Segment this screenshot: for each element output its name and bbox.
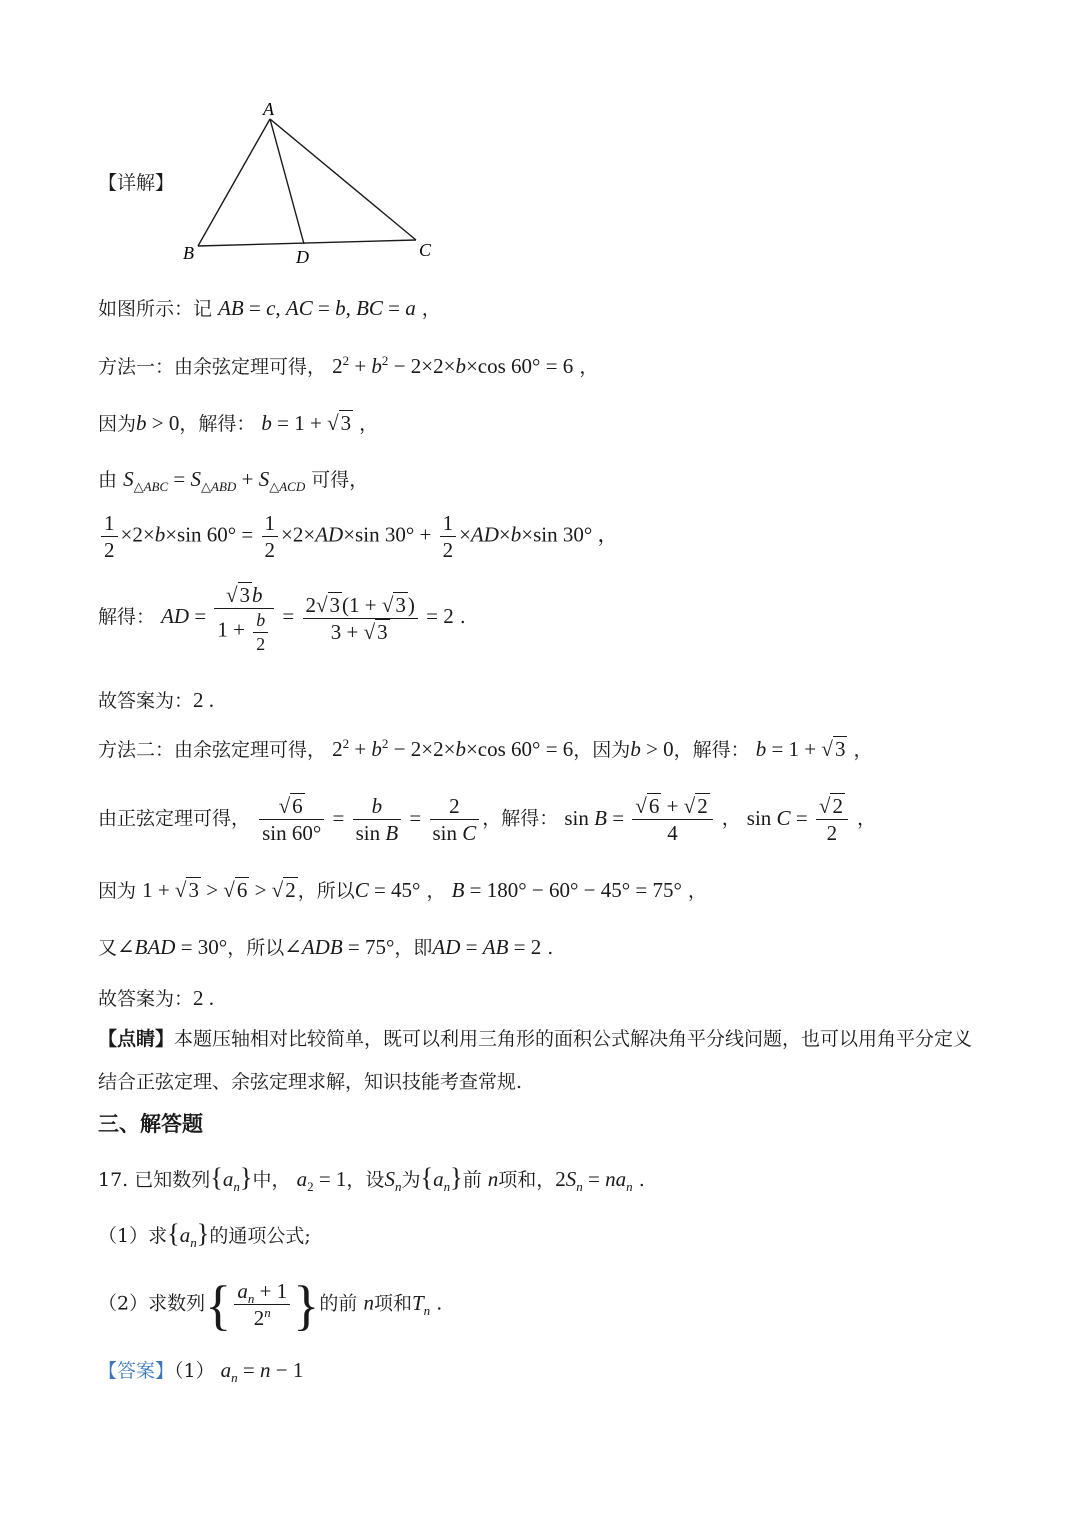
side-ac	[270, 119, 416, 240]
vertex-c-label: C	[419, 240, 432, 260]
answer1-line: 故答案为：2 .	[98, 688, 215, 712]
intro-line: 如图所示：记 AB = c, AC = b, BC = a ，	[98, 296, 441, 320]
answer-line: 【答案】（1） $a_n = n - 1$	[98, 1358, 304, 1386]
vertex-d-label: D	[296, 247, 309, 267]
area-line: 由 $S_{\triangle ABC} = S_{\triangle ABD} + S_{\triangle ACD}$ 可得，	[98, 467, 369, 495]
segment-ad	[270, 119, 304, 244]
sine-rule-line: 由正弦定理可得， $\frac{√6}{\sin 60^\circ}$ = $\frac{b}{\text{sin B}}$ = $\frac{2}{\text{sin C}}$ ，解得： sin B = $\frac{√6 + √2}{4}$ ， sin C = $\frac{√2}{2}$ ，	[98, 794, 876, 846]
side-bc	[198, 240, 416, 246]
dianjing-line-2: 结合正弦定理、余弦定理求解，知识技能考查常规.	[98, 1071, 523, 1093]
vertex-a-label: A	[263, 99, 274, 119]
angle-compare-line: 因为 1 + √3 > √6 > √2 ，所以C = 45° ， B = 180° − 60° − 45° = 75° ，	[98, 878, 707, 902]
vertex-b-label: B	[183, 243, 194, 263]
triangle-figure	[170, 95, 450, 270]
question-17-part-1: （1）求$\{a_n\}$的通项公式;	[98, 1219, 311, 1251]
dianjing-label: 【点睛】	[98, 1028, 175, 1050]
solve-b-line: 因为b > 0，解得： b = 1 + √3 ，	[98, 411, 379, 435]
answer2-line: 故答案为：2 .	[98, 986, 215, 1010]
detail-label: 【详解】	[98, 172, 175, 194]
side-ab	[198, 119, 270, 246]
answer-label: 【答案】	[98, 1360, 175, 1382]
method2-line: 方法二：由余弦定理可得， $2^2 + b^2 - 2\times 2\times b\times\cos$ 60° = 6，因为b > 0，解得： b = 1 + √3 ，	[98, 736, 873, 761]
section-heading: 三、解答题	[98, 1112, 203, 1136]
ad-solution: 解得： AD = √3b 1 + $\frac{b}{2}$ = $\frac{2√3(1 + √3)}{3 + √3}$ = 2 .	[98, 583, 466, 654]
angle-bad-line: 又∠BAD = 30°，所以∠ADB = 75°，即AD = AB = 2 .	[98, 935, 554, 959]
dianjing-line-1: 【点睛】本题压轴相对比较简单，既可以利用三角形的面积公式解决角平分线问题，也可以用角平分定义	[98, 1028, 973, 1050]
question-17: 17. 已知数列$\{a_n\}$中， $a_2 = 1$，设$S_n$为$\{a_n\}$前 n项和，$2S_n = na_n$ .	[98, 1163, 645, 1195]
question-17-part-2: （2）求数列{ $\frac{a_n + 1}{2^n}$ }的前 n项和$T_n$ .	[98, 1274, 443, 1335]
method1-line: 方法一：由余弦定理可得， $2^2 + b^2 - 2\times 2\times b\times\cos$ 60° = 6 ，	[98, 353, 599, 378]
area-equation: $\frac{1}{2}$ ×2×b×sin 60° = $\frac{1}{2}$ ×2×AD×sin 30° + $\frac{1}{2}$ ×AD×b×sin 30° ，	[98, 510, 619, 564]
